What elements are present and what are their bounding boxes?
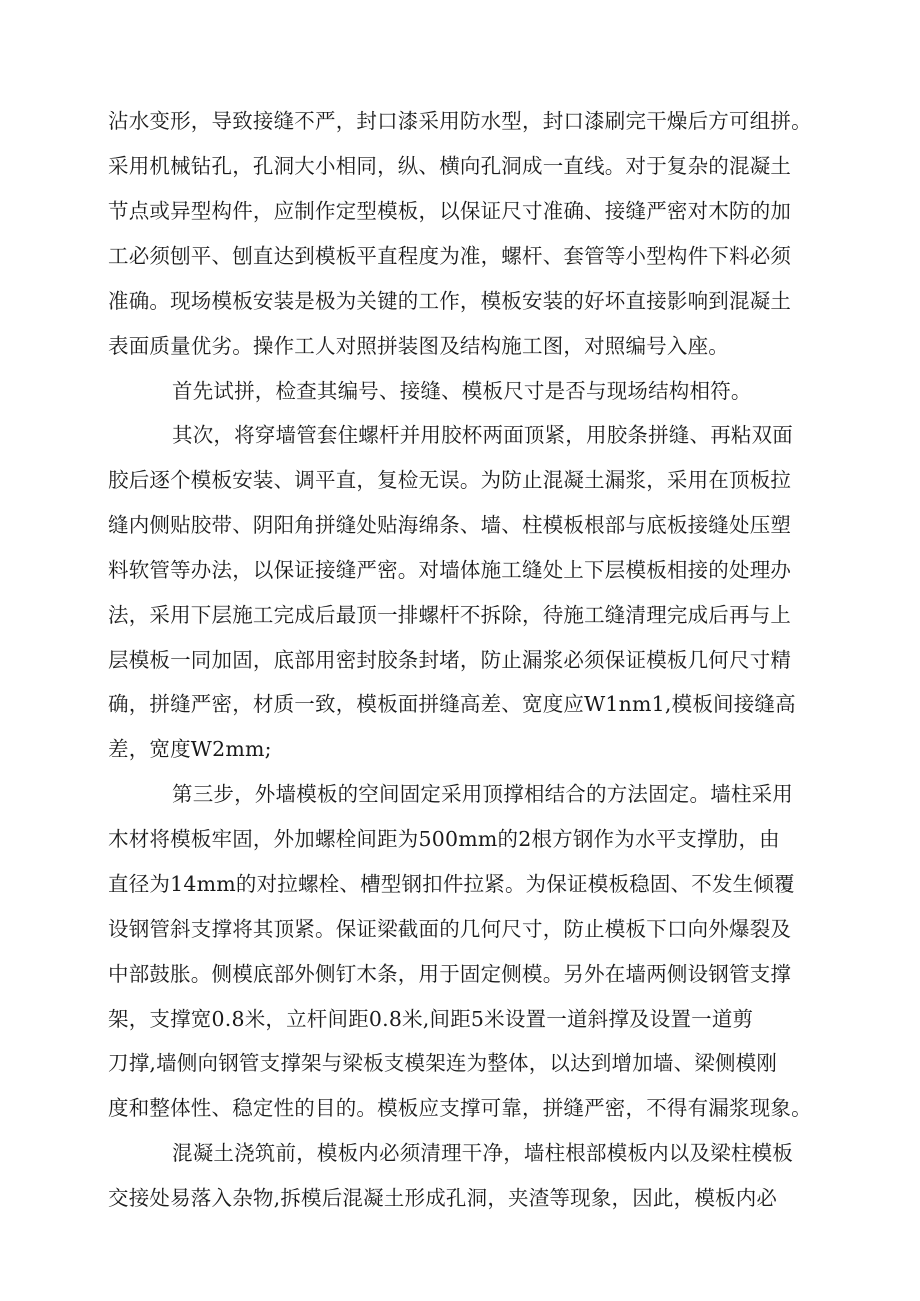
text-line: 胶后逐个模板安装、调平直，复检无误。为防止混凝土漏浆，采用在顶板拉 [108, 468, 792, 492]
text-line: 沾水变形，导致接缝不严，封口漆采用防水型，封口漆刷完干燥后方可组拼。 [108, 109, 812, 133]
text-line: 层模板一同加固，底部用密封胶条封堵，防止漏浆必须保证模板几何尺寸精 [108, 648, 792, 672]
text-line: 架，支撑宽0.8米，立杆间距0.8米,间距5米设置一道斜撑及设置一道剪 [108, 1007, 754, 1031]
paragraph-first-line: 首先试拼，检查其编号、接缝、模板尺寸是否与现场结构相符。 [172, 379, 752, 403]
paragraph-first-line: 其次，将穿墙管套住螺杆并用胶杯两面顶紧，用胶条拼缝、再粘双面 [172, 423, 793, 447]
text-line: 准确。现场模板安装是极为关键的工作，模板安装的好坏直接影响到混凝土 [108, 289, 792, 313]
text-line: 节点或异型构件，应制作定型模板，以保证尺寸准确、接缝严密对木防的加 [108, 199, 792, 223]
text-line: 料软管等办法，以保证接缝严密。对墙体施工缝处上下层模板相接的处理办 [108, 558, 792, 582]
text-line: 采用机械钻孔，孔洞大小相同，纵、横向孔洞成一直线。对于复杂的混凝土 [108, 154, 792, 178]
text-line: 设钢管斜支撑将其顶紧。保证梁截面的几何尺寸，防止模板下口向外爆裂及 [108, 917, 792, 941]
text-line: 直径为14mm的对拉螺栓、槽型钢扣件拉紧。为保证模板稳固、不发生倾覆 [108, 872, 795, 896]
text-line: 表面质量优劣。操作工人对照拼装图及结构施工图，对照编号入座。 [108, 334, 729, 358]
text-line: 缝内侧贴胶带、阴阳角拼缝处贴海绵条、墙、柱模板根部与底板接缝处压塑 [108, 513, 792, 537]
text-line: 中部鼓胀。侧模底部外侧钉木条，用于固定侧模。另外在墙两侧设钢管支撑 [108, 962, 792, 986]
text-line: 刀撑,墙侧向钢管支撑架与梁板支模架连为整体，以达到增加墙、梁侧模刚 [108, 1051, 778, 1075]
text-line: 差，宽度W2mm; [108, 737, 272, 761]
text-line: 确，拼缝严密，材质一致，模板面拼缝高差、宽度应W1nm1,模板间接缝高 [108, 692, 796, 716]
paragraph-first-line: 第三步，外墙模板的空间固定采用顶撑相结合的方法固定。墙柱采用 [172, 782, 793, 806]
text-line: 木材将模板牢固，外加螺栓间距为500mm的2根方钢作为水平支撑肋，由 [108, 827, 780, 851]
text-line: 交接处易落入杂物,拆模后混凝土形成孔洞，夹渣等现象，因此，模板内必 [108, 1186, 778, 1210]
text-line: 度和整体性、稳定性的目的。模板应支撑可靠，拼缝严密，不得有漏浆现象。 [108, 1096, 812, 1120]
paragraph-first-line: 混凝土浇筑前，模板内必须清理干净，墙柱根部模板内以及梁柱模板 [172, 1141, 793, 1165]
text-line: 工必须刨平、刨直达到模板平直程度为准，螺杆、套管等小型构件下料必须 [108, 244, 792, 268]
text-line: 法，采用下层施工完成后最顶一排螺杆不拆除，待施工缝清理完成后再与上 [108, 603, 792, 627]
